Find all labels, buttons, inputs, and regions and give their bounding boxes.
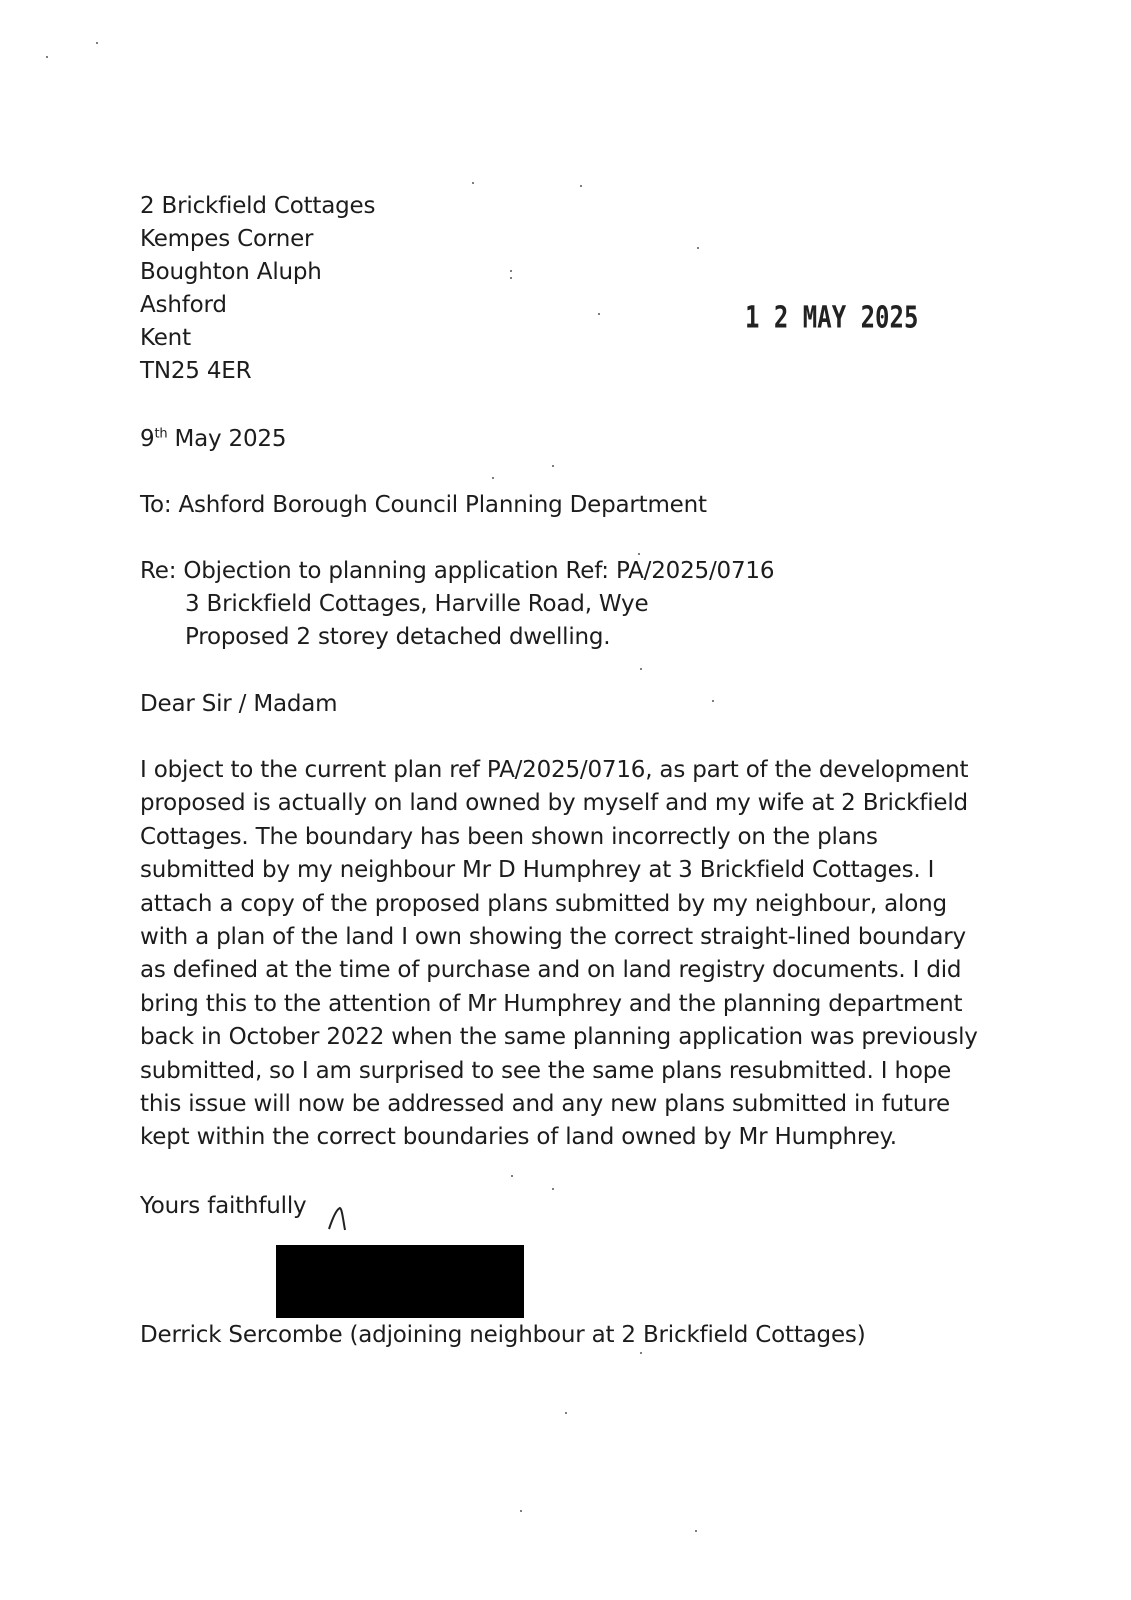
recipient-line: To: Ashford Borough Council Planning Department [140, 492, 707, 518]
address-line-1: 2 Brickfield Cottages [140, 193, 376, 219]
body-line: with a plan of the land I own showing the correct straight-lined boundary [140, 924, 966, 951]
scan-speck [552, 1188, 554, 1190]
scan-speck [46, 56, 48, 58]
scan-speck [580, 185, 582, 187]
scan-speck [472, 182, 474, 184]
signature-redaction [276, 1245, 524, 1318]
scan-speck [510, 277, 512, 279]
scan-speck [695, 1530, 697, 1532]
received-date-stamp: 1 2 MAY 2025 [745, 300, 919, 335]
body-line: bring this to the attention of Mr Humphrey and the planning department [140, 990, 963, 1017]
address-line-5: Kent [140, 325, 191, 351]
address-line-3: Boughton Aluph [140, 259, 322, 285]
scan-speck [640, 1352, 642, 1354]
scan-speck [510, 270, 512, 272]
scan-speck [96, 42, 98, 44]
letter-date [140, 423, 286, 456]
body-line: as defined at the time of purchase and on land registry documents. I did [140, 957, 962, 984]
signatory-line: Derrick Sercombe (adjoining neighbour at 2 Brickfield Cottages) [140, 1322, 866, 1348]
closing: Yours faithfully [140, 1193, 307, 1219]
address-line-4: Ashford [140, 292, 227, 318]
scan-speck [492, 477, 494, 479]
scan-speck [511, 1175, 513, 1177]
address-line-2: Kempes Corner [140, 226, 314, 252]
date-suffix: th [154, 426, 168, 442]
scan-speck [598, 313, 600, 315]
signature-mark [325, 1203, 355, 1233]
body-line: I object to the current plan ref PA/2025/0716, as part of the development [140, 757, 969, 783]
date-day: 9 [140, 426, 155, 452]
body-line: back in October 2022 when the same planning application was previously [140, 1024, 978, 1051]
date-rest: May 2025 [167, 426, 287, 452]
body-line: submitted, so I am surprised to see the same plans resubmitted. I hope [140, 1057, 952, 1084]
scan-speck [712, 700, 714, 702]
scan-speck [520, 1510, 522, 1512]
scan-speck [697, 247, 699, 249]
scan-speck [640, 668, 642, 670]
letter-body [140, 754, 1000, 1155]
subject-line-2: 3 Brickfield Cottages, Harville Road, Wye [185, 591, 649, 617]
address-line-6: TN25 4ER [140, 358, 252, 384]
subject-line-1: Re: Objection to planning application Ref: PA/2025/0716 [140, 558, 775, 584]
body-line: this issue will now be addressed and any new plans submitted in future [140, 1091, 950, 1118]
body-line: proposed is actually on land owned by myself and my wife at 2 Brickfield [140, 790, 968, 817]
salutation: Dear Sir / Madam [140, 691, 338, 717]
subject-line-3: Proposed 2 storey detached dwelling. [185, 624, 611, 650]
scan-speck [565, 1412, 567, 1414]
scan-speck [552, 465, 554, 467]
body-line: attach a copy of the proposed plans submitted by my neighbour, along [140, 890, 947, 917]
body-line: kept within the correct boundaries of land owned by Mr Humphrey. [140, 1124, 897, 1151]
body-line: Cottages. The boundary has been shown incorrectly on the plans [140, 823, 878, 850]
body-line: submitted by my neighbour Mr D Humphrey at 3 Brickfield Cottages. I [140, 857, 935, 884]
